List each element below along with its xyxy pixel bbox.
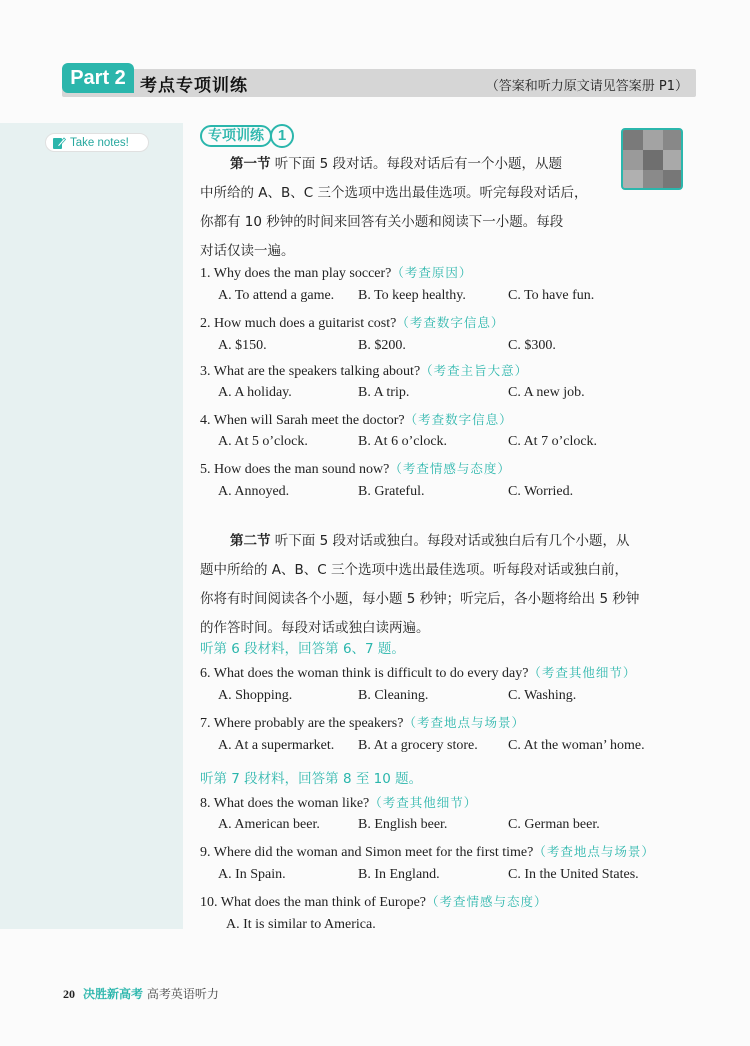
- question-tag: （考查原因）: [391, 265, 473, 280]
- option-a[interactable]: A. At 5 o’clock.: [218, 434, 308, 449]
- material-heading: 听第 7 段材料，回答第 8 至 10 题。: [200, 771, 423, 787]
- part2-heading: 第二节: [230, 533, 271, 549]
- section-label: 专项训练: [200, 125, 272, 147]
- question-tag: （考查地点与场景）: [403, 715, 525, 730]
- question-stem: 3. What are the speakers talking about?（考查主旨大意）: [200, 363, 529, 379]
- option-b[interactable]: B. In England.: [358, 867, 440, 882]
- instruction-line: 题中所给的 A、B、C 三个选项中选出最佳选项。听每段对话或独白前，: [200, 562, 629, 578]
- instruction-line: 对话仅读一遍。: [200, 243, 295, 259]
- take-notes-label: Take notes!: [70, 136, 129, 149]
- option-b[interactable]: B. A trip.: [358, 385, 410, 400]
- notes-column: [0, 123, 183, 929]
- option-c[interactable]: C. In the United States.: [508, 867, 639, 882]
- option-a[interactable]: A. A holiday.: [218, 385, 292, 400]
- section-number: 1: [270, 124, 294, 148]
- option-a[interactable]: A. To attend a game.: [218, 288, 335, 303]
- material-heading: 听第 6 段材料，回答第 6、7 题。: [200, 641, 405, 657]
- part-label: Part 2: [62, 63, 134, 93]
- option-c[interactable]: C. Worried.: [508, 484, 574, 499]
- question-stem: 1. Why does the man play soccer?（考查原因）: [200, 265, 473, 281]
- option-b[interactable]: B. At 6 o’clock.: [358, 434, 448, 449]
- question-tag: （考查数字信息）: [404, 412, 513, 427]
- page-title: 考点专项训练: [140, 76, 248, 96]
- question-stem: 10. What does the man think of Europe?（考查情感与态度）: [200, 894, 548, 910]
- instruction-line: 中所给的 A、B、C 三个选项中选出最佳选项。听完每段对话后，: [200, 185, 588, 201]
- page-footer: [63, 985, 219, 1002]
- question-tag: （考查地点与场景）: [533, 844, 655, 859]
- part2-instructions: [200, 527, 680, 643]
- option-b[interactable]: B. $200.: [358, 338, 406, 353]
- question-tag: （考查数字信息）: [396, 315, 505, 330]
- option-a[interactable]: A. In Spain.: [218, 867, 286, 882]
- instruction-line: 你都有 10 秒钟的时间来回答有关小题和阅读下一小题。每段: [200, 214, 564, 230]
- option-a[interactable]: A. Annoyed.: [218, 484, 290, 499]
- footer-brand: 决胜新高考: [83, 987, 144, 1001]
- question-stem: 5. How does the man sound now?（考查情感与态度）: [200, 461, 511, 477]
- option-a[interactable]: A. $150.: [218, 338, 267, 353]
- instruction-line: 的作答时间。每段对话或独白读两遍。: [200, 620, 430, 636]
- question-tag: （考查主旨大意）: [420, 363, 529, 378]
- option-b[interactable]: B. Cleaning.: [358, 688, 429, 703]
- instruction-line: 第一节 听下面 5 段对话。每段对话后有一个小题，从题: [230, 156, 562, 172]
- question-tag: （考查其他细节）: [369, 795, 478, 810]
- question-stem: 7. Where probably are the speakers?（考查地点与场景）: [200, 715, 525, 731]
- question-tag: （考查情感与态度）: [389, 461, 511, 476]
- question-stem: 9. Where did the woman and Simon meet for the first time?（考查地点与场景）: [200, 844, 655, 860]
- question-stem: 6. What does the woman think is difficult to do every day?（考查其他细节）: [200, 665, 637, 681]
- footer-book-title: 高考英语听力: [146, 987, 219, 1001]
- part1-heading: 第一节: [230, 156, 271, 172]
- instruction-line: 第二节 听下面 5 段对话或独白。每段对话或独白后有几个小题，从: [230, 533, 630, 549]
- instruction-line: 你将有时间阅读各个小题，每小题 5 秒钟；听完后，各小题将给出 5 秒钟: [200, 591, 640, 607]
- option-a[interactable]: A. At a supermarket.: [218, 738, 335, 753]
- question-stem: 4. When will Sarah meet the doctor?（考查数字信息）: [200, 412, 513, 428]
- take-notes-badge: [45, 133, 149, 152]
- question-stem: 2. How much does a guitarist cost?（考查数字信息）: [200, 315, 505, 331]
- option-c[interactable]: C. German beer.: [508, 817, 600, 832]
- option-b[interactable]: B. English beer.: [358, 817, 448, 832]
- question-tag: （考查情感与态度）: [426, 894, 548, 909]
- pen-note-icon: [52, 136, 66, 150]
- option-b[interactable]: B. To keep healthy.: [358, 288, 466, 303]
- option-b[interactable]: B. At a grocery store.: [358, 738, 478, 753]
- option-b[interactable]: B. Grateful.: [358, 484, 425, 499]
- option-c[interactable]: C. To have fun.: [508, 288, 595, 303]
- part1-instructions: [200, 150, 610, 266]
- option-c[interactable]: C. Washing.: [508, 688, 577, 703]
- option-c[interactable]: C. At the woman’ home.: [508, 738, 645, 753]
- option-c[interactable]: C. At 7 o’clock.: [508, 434, 598, 449]
- question-tag: （考查其他细节）: [528, 665, 637, 680]
- qr-code-icon: [621, 128, 683, 196]
- option-a[interactable]: A. Shopping.: [218, 688, 293, 703]
- question-stem: 8. What does the woman like?（考查其他细节）: [200, 795, 478, 811]
- section-badge: [200, 124, 294, 148]
- option-c[interactable]: C. $300.: [508, 338, 556, 353]
- answer-note: （答案和听力原文请见答案册 P1）: [485, 79, 688, 94]
- option-a[interactable]: A. American beer.: [218, 817, 320, 832]
- option-a[interactable]: A. It is similar to America.: [226, 917, 376, 932]
- page-number: 20: [63, 987, 75, 1001]
- option-c[interactable]: C. A new job.: [508, 385, 585, 400]
